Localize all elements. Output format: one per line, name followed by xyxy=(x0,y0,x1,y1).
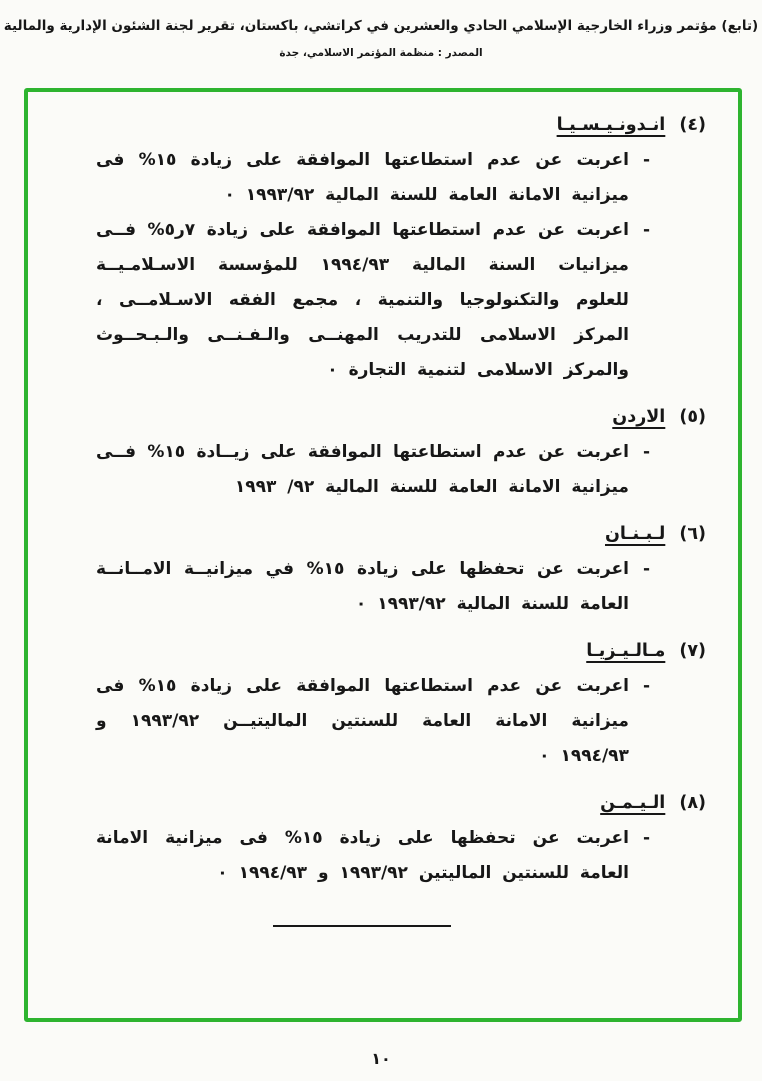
section-number: (٦) xyxy=(679,524,706,544)
bullet-item xyxy=(96,435,706,505)
section-number: (٨) xyxy=(679,793,706,813)
bullet-dash-marker: - xyxy=(642,559,650,579)
bullet-text: اعربت عن عدم استطاعتها الموافقة على زيادة ١٥% فى ميزانية الامانة العامة للسنتين الماليتيــن ١٩٩٣/٩٢ و ١٩٩٤/٩٣ ٠ xyxy=(96,676,629,766)
sections-container xyxy=(96,108,706,891)
section-header xyxy=(96,634,706,669)
section xyxy=(96,517,706,622)
document-title: (تابع) مؤتمر وزراء الخارجية الإسلامي الحادي والعشرين في كراتشي، باكستان، تقرير لجنة الشئون الإدارية والمالية xyxy=(3,18,759,34)
content-border-frame xyxy=(24,88,742,1022)
section-title: الاردن xyxy=(612,407,666,427)
bullet-dash-marker: - xyxy=(642,676,650,696)
bullet-dash-marker: - xyxy=(642,828,650,848)
section-header xyxy=(96,517,706,552)
bullet-item xyxy=(96,669,706,774)
bullet-text: اعربت عن تحفظها على زيادة ١٥% فى ميزانية الامانة العامة للسنتين الماليتين ١٩٩٣/٩٢ و ١٩٩٤/٩٣ ٠ xyxy=(96,828,629,883)
section-number: (٧) xyxy=(679,641,706,661)
section-header xyxy=(96,400,706,435)
section xyxy=(96,108,706,388)
page-number: ١٠ xyxy=(371,1049,391,1068)
section xyxy=(96,634,706,774)
bullet-text: اعربت عن عدم استطاعتها الموافقة على زيادة ١٥% فى ميزانية الامانة العامة للسنة المالية ١٩٩٣/٩٢ ٠ xyxy=(96,150,629,205)
section-title: مـالـيـزيـا xyxy=(586,641,666,661)
bullet-dash-marker: - xyxy=(642,220,650,240)
bullet-dash-marker: - xyxy=(642,442,650,462)
section xyxy=(96,786,706,891)
section xyxy=(96,400,706,505)
document-source: المصدر : منظمة المؤتمر الاسلامي، جدة xyxy=(279,47,483,59)
section-number: (٤) xyxy=(679,115,706,135)
bullet-dash-marker: - xyxy=(642,150,650,170)
section-title: انـدونـيـسـيـا xyxy=(556,115,666,135)
bullet-item xyxy=(96,143,706,213)
section-title: لـبـنـان xyxy=(605,524,666,544)
bullet-item xyxy=(96,213,706,388)
section-title: الـيـمـن xyxy=(600,793,666,813)
bullet-item xyxy=(96,552,706,622)
section-header xyxy=(96,786,706,821)
bullet-text: اعربت عن عدم استطاعتها الموافقة على زيــادة ١٥% فــى ميزانية الامانة العامة للسنة المالية ٩٢/ ١٩٩٣ xyxy=(96,442,629,497)
bullet-item xyxy=(96,821,706,891)
bullet-text: اعربت عن عدم استطاعتها الموافقة على زيادة ٧ر٥% فــى ميزانيات السنة المالية ١٩٩٤/٩٣ للمؤسسة الاسـلامـيــة للعلوم والتكنولوجيا والتنمية ، مجمع الفقه الاسـلامــى ، المركز الاسلامى للتدريب المهنــى والـفـنــى والـبـحــوث والمركز الاسلامى لتنمية التجارة ٠ xyxy=(96,220,629,380)
end-divider xyxy=(273,925,451,927)
bullet-text: اعربت عن تحفظها على زيادة ١٥% في ميزانيــة الامــانــة العامة للسنة المالية ١٩٩٣/٩٢ ٠ xyxy=(96,559,629,614)
section-number: (٥) xyxy=(679,407,706,427)
section-header xyxy=(96,108,706,143)
